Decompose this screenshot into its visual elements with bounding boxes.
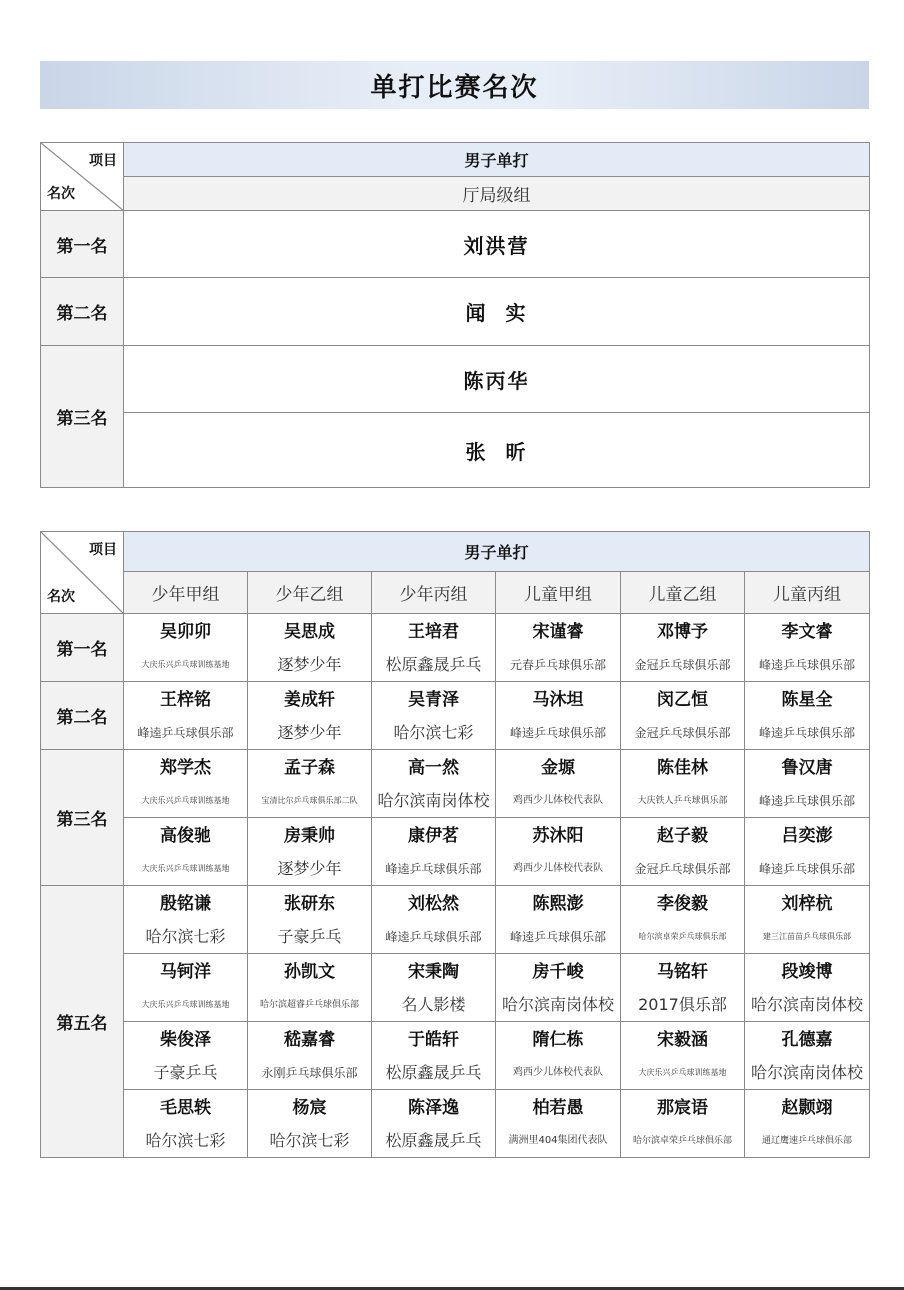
player-name: 殷铭谦 (160, 893, 211, 914)
player-cell (372, 682, 496, 750)
player-name: 刘松然 (408, 893, 459, 914)
player-cell (621, 954, 745, 1022)
player-name: 王培君 (408, 621, 459, 642)
player-cell (248, 818, 372, 886)
player-name: 陈泽逸 (408, 1097, 459, 1118)
rank-label: 第一名 (41, 614, 124, 682)
player-cell (124, 682, 248, 750)
player-name: 鲁汉唐 (781, 757, 833, 778)
player-name: 姜成轩 (284, 689, 335, 710)
club-name: 峰逵乒乓球俱乐部 (759, 861, 856, 876)
player-name: 金塬 (541, 757, 575, 778)
player-cell (372, 886, 496, 954)
club-name: 哈尔滨南岗体校 (751, 994, 864, 1014)
player-cell (496, 1022, 621, 1090)
player-cell (248, 1090, 372, 1158)
player-cell (745, 750, 870, 818)
club-name: 峰逵乒乓球俱乐部 (385, 861, 482, 876)
club-name: 峰逵乒乓球俱乐部 (509, 725, 606, 740)
player-name: 柴俊泽 (160, 1029, 211, 1050)
player-name: 苏沐阳 (532, 825, 584, 846)
player-name: 嵇嘉睿 (284, 1029, 335, 1050)
club-name: 哈尔滨卓荣乒乓球俱乐部 (632, 1135, 732, 1146)
club-name: 大庆铁人乒乓球俱乐部 (637, 795, 728, 806)
group-header: 少年丙组 (372, 572, 496, 614)
rank-label: 第五名 (41, 886, 124, 1158)
player-cell (124, 614, 248, 682)
player-cell (248, 954, 372, 1022)
player-name: 高俊驰 (160, 825, 211, 846)
player-cell (248, 614, 372, 682)
club-name: 峰逵乒乓球俱乐部 (137, 725, 234, 740)
player-cell (124, 954, 248, 1022)
player-name: 李俊毅 (657, 893, 708, 914)
player-name: 马钶洋 (160, 961, 211, 982)
corner-rank-label: 名次 (47, 589, 75, 605)
player-cell (124, 750, 248, 818)
club-name: 哈尔滨南岗体校 (751, 1062, 864, 1082)
club-name: 哈尔滨南岗体校 (377, 790, 490, 810)
player-name: 赵子毅 (657, 825, 708, 846)
player-name: 张研东 (284, 893, 335, 914)
player-cell (372, 954, 496, 1022)
player-name: 宋毅涵 (657, 1029, 708, 1050)
player-cell (124, 886, 248, 954)
page-title: 单打比赛名次 (40, 61, 869, 109)
player-cell (621, 1090, 745, 1158)
player-cell (496, 750, 621, 818)
player-name: 房秉帅 (284, 825, 335, 846)
rank-label: 第二名 (41, 278, 124, 346)
player-name: 杨宸 (292, 1097, 327, 1118)
club-name: 峰逵乒乓球俱乐部 (759, 657, 856, 672)
club-name: 子豪乒乓 (153, 1062, 218, 1082)
player-cell (248, 750, 372, 818)
player-name: 于皓轩 (408, 1029, 459, 1050)
club-name: 哈尔滨超睿乒乓球俱乐部 (259, 999, 359, 1010)
player-name: 刘洪营 (124, 211, 870, 278)
club-name: 峰逵乒乓球俱乐部 (759, 793, 856, 808)
header-corner (41, 143, 124, 211)
club-name: 鸡西少儿体校代表队 (513, 862, 603, 874)
club-name: 满洲里404集团代表队 (508, 1134, 608, 1146)
club-name: 建三江苗苗乒乓球俱乐部 (763, 931, 852, 941)
player-cell (621, 818, 745, 886)
player-name: 房千峻 (532, 961, 584, 982)
club-name: 大庆乐兴乒乓球训练基地 (638, 1067, 727, 1077)
club-name: 元春乒乓球俱乐部 (509, 657, 606, 672)
player-cell (745, 1022, 870, 1090)
player-name: 刘梓杭 (781, 893, 833, 914)
event-header: 男子单打 (124, 532, 870, 572)
corner-item-label: 项目 (89, 153, 117, 169)
player-name: 闵乙恒 (657, 689, 708, 710)
player-cell (372, 818, 496, 886)
header-corner (41, 532, 124, 614)
group-header: 少年乙组 (248, 572, 372, 614)
player-name: 隋仁栋 (532, 1029, 584, 1050)
player-cell (745, 614, 870, 682)
player-name: 柏若愚 (532, 1097, 584, 1118)
rank-label: 第三名 (41, 750, 124, 886)
player-cell (621, 1022, 745, 1090)
player-name: 郑学杰 (160, 757, 211, 778)
club-name: 名人影楼 (401, 994, 466, 1014)
player-cell (621, 614, 745, 682)
club-name: 逐梦少年 (277, 722, 342, 742)
player-cell (745, 886, 870, 954)
rank-label: 第一名 (41, 211, 124, 278)
player-name: 宋谨睿 (532, 621, 584, 642)
event-header: 男子单打 (124, 143, 870, 177)
player-cell (248, 1022, 372, 1090)
player-name: 孔德嘉 (781, 1029, 833, 1050)
player-name: 高一然 (408, 757, 459, 778)
player-name: 孙凯文 (284, 961, 335, 982)
group-header: 厅局级组 (124, 177, 870, 211)
player-name: 陈熙澎 (532, 893, 584, 914)
player-name: 吴青泽 (408, 689, 459, 710)
rank-label: 第二名 (41, 682, 124, 750)
club-name: 2017俱乐部 (638, 994, 727, 1014)
club-name: 松原鑫晟乒乓 (385, 654, 482, 674)
club-name: 松原鑫晟乒乓 (385, 1062, 482, 1082)
player-name: 那宸语 (657, 1097, 708, 1118)
club-name: 大庆乐兴乒乓球训练基地 (141, 795, 230, 805)
player-name: 马铭轩 (657, 961, 708, 982)
player-cell (496, 818, 621, 886)
club-name: 哈尔滨南岗体校 (501, 994, 614, 1014)
player-name: 闻 实 (124, 278, 870, 346)
club-name: 鸡西少儿体校代表队 (513, 794, 603, 806)
player-cell (745, 954, 870, 1022)
player-name: 孟子森 (284, 757, 335, 778)
player-name: 毛思轶 (160, 1097, 211, 1118)
club-name: 峰逵乒乓球俱乐部 (759, 725, 856, 740)
corner-item-label: 项目 (89, 542, 117, 558)
rank-label: 第三名 (41, 346, 124, 488)
player-cell (621, 886, 745, 954)
group-header: 儿童甲组 (496, 572, 621, 614)
player-name: 张 昕 (124, 413, 870, 488)
player-cell (745, 682, 870, 750)
player-cell (372, 750, 496, 818)
player-cell (124, 1090, 248, 1158)
player-cell (621, 682, 745, 750)
club-name: 哈尔滨卓荣乒乓球俱乐部 (638, 931, 727, 941)
player-cell (496, 614, 621, 682)
club-name: 逐梦少年 (277, 858, 342, 878)
club-name: 哈尔滨七彩 (145, 1130, 226, 1150)
group-header: 儿童乙组 (621, 572, 745, 614)
club-name: 大庆乐兴乒乓球训练基地 (141, 659, 230, 669)
player-cell (496, 682, 621, 750)
club-name: 通辽鹰速乒乓球俱乐部 (762, 1135, 853, 1146)
player-cell (248, 682, 372, 750)
club-name: 哈尔滨七彩 (145, 926, 226, 946)
club-name: 哈尔滨七彩 (269, 1130, 350, 1150)
corner-rank-label: 名次 (47, 186, 75, 202)
club-name: 子豪乒乓 (277, 926, 342, 946)
player-cell (372, 1090, 496, 1158)
player-cell (372, 1022, 496, 1090)
rankings-table-youth (40, 531, 870, 1158)
group-header: 儿童丙组 (745, 572, 870, 614)
club-name: 大庆乐兴乒乓球训练基地 (141, 999, 230, 1009)
club-name: 鸡西少儿体校代表队 (513, 1066, 603, 1078)
group-header: 少年甲组 (124, 572, 248, 614)
player-name: 吕奕澎 (781, 825, 833, 846)
club-name: 逐梦少年 (277, 654, 342, 674)
player-name: 吴卯卯 (160, 621, 211, 642)
club-name: 松原鑫晟乒乓 (385, 1130, 482, 1150)
player-name: 宋秉陶 (408, 961, 459, 982)
player-cell (496, 1090, 621, 1158)
player-name: 陈佳林 (657, 757, 708, 778)
club-name: 金冠乒乓球俱乐部 (634, 861, 731, 876)
player-name: 陈丙华 (124, 346, 870, 413)
player-name: 陈星全 (781, 689, 833, 710)
club-name: 宝清比尔乒乓球俱乐部二队 (261, 795, 358, 805)
player-cell (745, 818, 870, 886)
club-name: 峰逵乒乓球俱乐部 (385, 929, 482, 944)
player-name: 康伊茗 (408, 825, 459, 846)
player-cell (248, 886, 372, 954)
player-name: 王梓铭 (160, 689, 211, 710)
player-name: 赵颢翊 (781, 1097, 833, 1118)
club-name: 哈尔滨七彩 (393, 722, 474, 742)
club-name: 金冠乒乓球俱乐部 (634, 725, 731, 740)
player-cell (745, 1090, 870, 1158)
player-name: 马沐坦 (532, 689, 584, 710)
club-name: 峰逵乒乓球俱乐部 (509, 929, 606, 944)
player-name: 邓博予 (657, 621, 708, 642)
player-cell (124, 818, 248, 886)
player-name: 吴思成 (284, 621, 335, 642)
player-name: 段竣博 (781, 961, 833, 982)
club-name: 大庆乐兴乒乓球训练基地 (141, 863, 230, 873)
player-cell (621, 750, 745, 818)
player-cell (496, 954, 621, 1022)
rankings-table-bureau (40, 142, 870, 488)
club-name: 永刚乒乓球俱乐部 (261, 1065, 358, 1080)
player-cell (372, 614, 496, 682)
club-name: 金冠乒乓球俱乐部 (634, 657, 731, 672)
player-cell (496, 886, 621, 954)
player-cell (124, 1022, 248, 1090)
player-name: 李文睿 (781, 621, 833, 642)
